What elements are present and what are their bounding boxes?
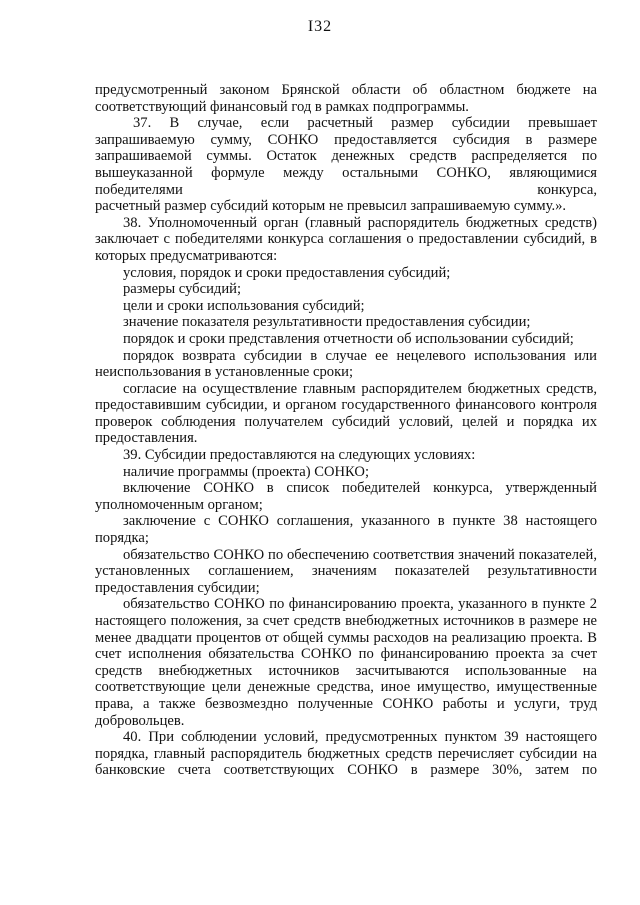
document-body xyxy=(95,82,597,779)
list-item: цели и сроки использования субсидий; xyxy=(123,297,365,314)
paragraph: 39. Субсидии предоставляются на следующих условиях: xyxy=(123,447,476,464)
paragraph: предусмотренный законом Брянской области об областном бюджете на соответствующий финансовый год в рамках подпрограммы. xyxy=(95,82,597,115)
list-item: согласие на осуществление главным распорядителем бюджетных средств, предоставившим субсидии, и органом государственного финансового контроля проверок соблюдения получателем субсидий условий, целей и порядка их предоставления. xyxy=(95,380,597,447)
list-item: условия, порядок и сроки предоставления субсидий; xyxy=(123,264,451,281)
list-item: наличие программы (проекта) СОНКО; xyxy=(123,463,370,480)
list-item: порядок и сроки представления отчетности об использовании субсидий; xyxy=(123,330,574,347)
list-item: размеры субсидий; xyxy=(123,281,241,298)
list-item: заключение с СОНКО соглашения, указанного в пункте 38 настоящего порядка; xyxy=(95,513,597,547)
list-item: включение СОНКО в список победителей конкурса, утвержденный уполномоченным органом; xyxy=(95,480,597,513)
page-number: I32 xyxy=(307,18,333,35)
paragraph: 38. Уполномоченный орган (главный распорядитель бюджетных средств) заключает с победителями конкурса соглашения о предоставлении субсидий, в которых предусматриваются: xyxy=(95,214,597,264)
list-item: значение показателя результативности предоставления субсидии; xyxy=(123,314,531,331)
paragraph: 40. При соблюдении условий, предусмотренных пунктом 39 настоящего порядка, главный распорядитель бюджетных средств перечисляет субсидии на банковские счета соответствующих СОНКО в размере 30%, затем по xyxy=(95,729,597,779)
paragraph: 37. В случае, если расчетный размер субсидии превышает запрашиваемую сумму, СОНКО предоставляется субсидия в размере запрашиваемой суммы. Остаток денежных средств распределяется по вышеуказанной формуле между остальными СОНКО, являющимися победителями конкурса, xyxy=(95,115,597,198)
list-item: обязательство СОНКО по обеспечению соответствия значений показателей, установленных соглашением, значениям показателей результативности предоставления субсидии; xyxy=(95,546,597,596)
list-item: порядок возврата субсидии в случае ее нецелевого использования или неиспользования в установленные сроки; xyxy=(95,347,597,381)
paragraph: расчетный размер субсидий которым не превысил запрашиваемую сумму.». xyxy=(95,198,567,215)
list-item: обязательство СОНКО по финансированию проекта, указанного в пункте 2 настоящего положения, за счет средств внебюджетных источников в размере не менее двадцати процентов от общей суммы расходов на реализацию проекта. В счет исполнения обязательства СОНКО по финансированию проекта за счет средств внебюджетных источников засчитываются использованные на соответствующие цели денежные средства, иное имущество, имущественные права, а также безвозмездно полученные СОНКО работы и услуги, труд добровольцев. xyxy=(95,596,597,729)
